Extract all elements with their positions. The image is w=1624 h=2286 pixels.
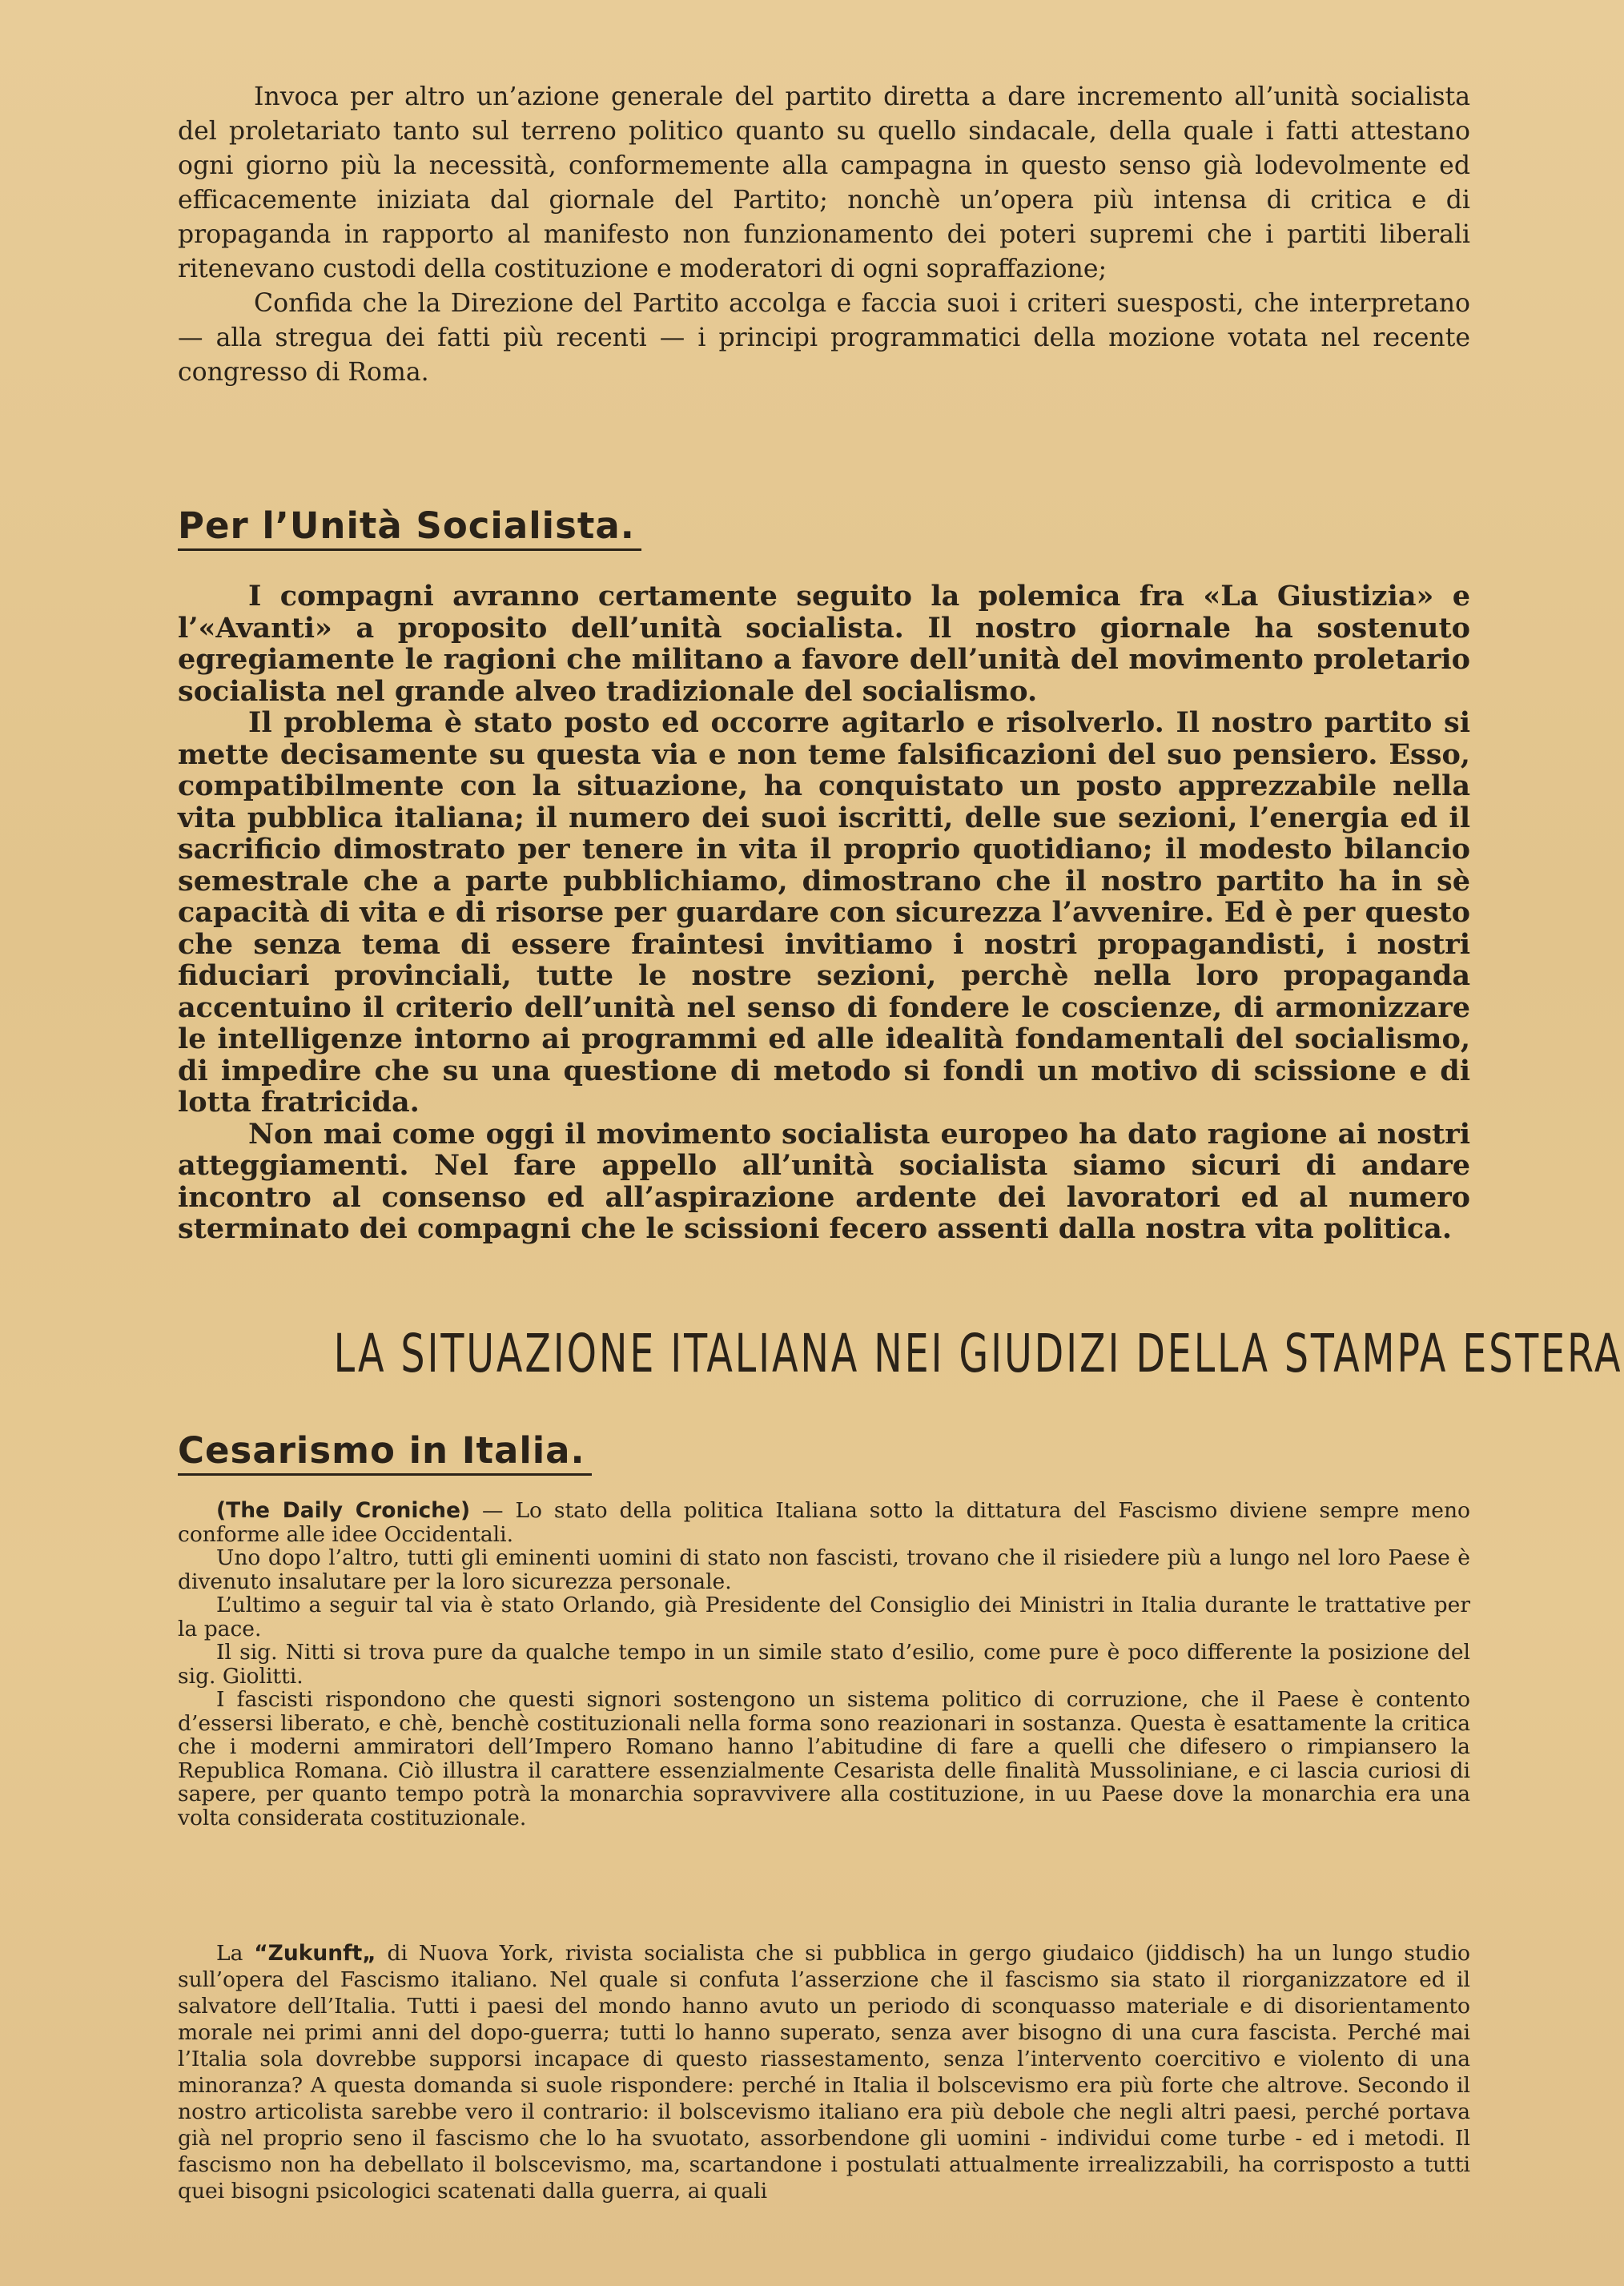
paragraph: Invoca per altro un’azione generale del partito diretta a dare incremento all’unità socialista del proletariato tanto sul terreno politico quanto su quello sindacale, della quale i fatti attestano ogni giorno più la necessità, conformemente alla campagna in questo senso già lodevolmente ed efficacemente iniziata dal giornale del Partito; nonchè un’opera più intensa di critica e di propaganda in rapporto al manifesto non funzionamento dei poteri supremi che i partiti liberali ritenevano custodi della costituzione e moderatori di ogni sopraffazione; [178, 82, 1470, 283]
paragraph: Uno dopo l’altro, tutti gli eminenti uomini di stato non fascisti, trovano che il risiedere più a lungo nel loro Paese è divenuto insalutare per la loro sicurezza personale. [178, 1545, 1470, 1594]
paragraph [178, 1940, 1470, 2204]
article-zukunft [178, 1940, 1470, 2204]
paragraph: Il sig. Nitti si trova pure da qualche tempo in un simile stato d’esilio, come pure è poco differente la posizione del sig. Giolitti. [178, 1640, 1470, 1689]
paragraph: Non mai come oggi il movimento socialista europeo ha dato ragione ai nostri atteggiamenti. Nel fare appello all’unità socialista siamo sicuri di andare incontro al consenso ed all’aspirazione ardente dei lavoratori ed al numero sterminato dei compagni che le scissioni fecero assenti dalla nostra vita politica. [178, 1117, 1470, 1245]
paragraph [178, 1499, 1470, 1546]
paragraph: Il problema è stato posto ed occorre agitarlo e risolverlo. Il nostro partito si mette decisamente su questa via e non teme falsificazioni del suo pensiero. Esso, compatibilmente con la situazione, ha conquistato un posto apprezzabile nella vita pubblica italiana; il numero dei suoi iscritti, delle sue sezioni, l’energia ed il sacrificio dimostrato per tenere in vita il proprio quotidiano; il modesto bilancio semestrale che a parte pubblichiamo, dimostrano che il nostro partito ha in sè capacità di vita e di risorse per guardare con sicurezza l’avvenire. Ed è per questo che senza tema di essere fraintesi invitiamo i nostri propagandisti, i nostri fiduciari provinciali, tutte le nostre sezioni, perchè nella loro propaganda accentuino il criterio dell’unità nel senso di fondere le coscienze, di armonizzare le intelligenze intorno ai programmi ed alle idealità fondamentali del socialismo, di impedire che su una questione di metodo si fondi un motivo di scissione e di lotta fratricida. [178, 706, 1470, 1119]
article-cesarismo [178, 1499, 1470, 1830]
paragraph-text: di Nuova York, rivista socialista che si pubblica in gergo giudaico (jiddisch) ha un lungo studio sull’opera del Fascismo italiano. Nel quale si confuta l’asserzione che il fascismo sia stato il riorganizzatore ed il salvatore dell’Italia. Tutti i paesi del mondo hanno avuto un periodo di sconquasso materiale e di disorientamento morale nei primi anni del dopo-guerra; tutti lo hanno superato, senza aver bisogno di una cura fascista. Perché mai l’Italia sola dovrebbe supporsi incapace di questo riassestamento, senza l’intervento coercitivo e violento di una minoranza? A questa domanda si suole rispondere: perché in Italia il bolscevismo era più forte che altrove. Secondo il nostro articolista sarebbe vero il contrario: il bolscevismo italiano era più debole che negli altri paesi, perché portava già nel proprio seno il fascismo che lo ha svuotato, assorbendone gli uomini - individui come turbe - ed i metodi. Il fascismo non ha debellato il bolscevismo, ma, scartandone i postulati attualmente irrealizzabili, ha corrisposto a tutti quei bisogni psicologici scatenati dalla guerra, ai quali [178, 1941, 1471, 2204]
article-unita-socialista [178, 581, 1470, 1245]
paragraph-text: — Lo stato della politica Italiana sotto la dittatura del Fascismo diviene sempre meno conforme alle idee Occidentali. [178, 1498, 1470, 1547]
source-name: (The Daily Croniche) [216, 1498, 471, 1523]
section-heading-cesarismo: Cesarismo in Italia. [178, 1429, 592, 1476]
source-name: “Zukunft„ [254, 1941, 376, 1966]
banner-title: LA SITUAZIONE ITALIANA NEI GIUDIZI DELLA STAMPA ESTERA [333, 1323, 1623, 1384]
paragraph: I compagni avranno certamente seguito la polemica fra «La Giustizia» e l’«Avanti» a proposito dell’unità socialista. Il nostro giornale ha sostenuto egregiamente le ragioni che militano a favore dell’unità del movimento proletario socialista nel grande alveo tradizionale del socialismo. [178, 580, 1470, 708]
paragraph: I fascisti rispondono che questi signori sostengono un sistema politico di corruzione, che il Paese è contento d’essersi liberato, e chè, benchè costituzionali nella forma sono reazionari in sostanza. Questa è esattamente la critica che i moderni ammiratori dell’Impero Romano hanno l’abitudine di fare a quelli che difesero o rimpiansero la Republica Romana. Ciò illustra il carattere essenzialmente Cesarista delle finalità Mussoliniane, e ci lascia curiosi di sapere, per quanto tempo potrà la monarchia sopravvivere alla costituzione, in uu Paese dove la monarchia era una volta considerata costituzionale. [178, 1687, 1470, 1830]
section-heading-unita-socialista: Per l’Unità Socialista. [178, 504, 641, 551]
paragraph-prefix: La [216, 1941, 255, 1966]
paragraph: L’ultimo a seguir tal via è stato Orlando, già Presidente del Consiglio dei Ministri in Italia durante le trattative per la pace. [178, 1593, 1470, 1641]
resolution-text [178, 80, 1470, 390]
paragraph: Confida che la Direzione del Partito accolga e faccia suoi i criteri suesposti, che interpretano — alla stregua dei fatti più recenti — i principi programmatici della mozione votata nel recente congresso di Roma. [178, 289, 1470, 387]
